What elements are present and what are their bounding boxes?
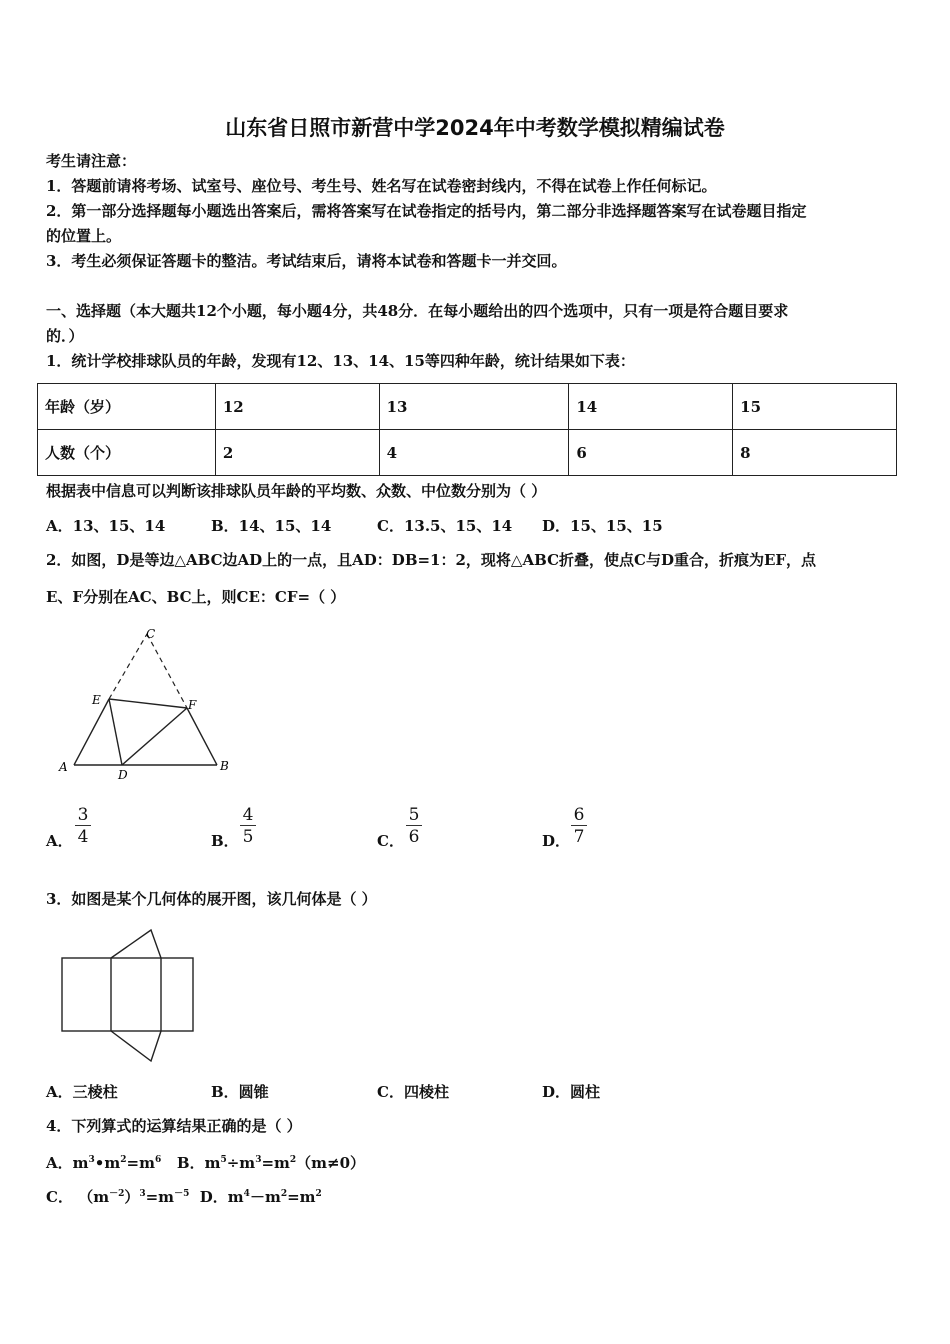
segment-ed bbox=[109, 699, 122, 765]
numerator: 6 bbox=[571, 805, 587, 826]
numerator: 3 bbox=[75, 805, 91, 826]
net-top-triangle bbox=[111, 930, 161, 958]
section-heading: 一、选择题（本大题共12个小题，每小题4分，共48分．在每小题给出的四个选项中，只有一项是符合题目要求 bbox=[46, 302, 789, 320]
q2-option-b-fraction bbox=[240, 805, 256, 848]
q2-option-c-letter: C． bbox=[377, 832, 404, 850]
table-row bbox=[38, 384, 897, 430]
label-a: A bbox=[59, 760, 68, 774]
q1-option-d: D．15、15、15 bbox=[542, 517, 663, 535]
q2-option-d-letter: D． bbox=[542, 832, 571, 850]
q2-triangle-figure bbox=[50, 620, 250, 790]
q1-option-a: A．13、15、14 bbox=[46, 517, 166, 535]
q3-net-figure bbox=[55, 925, 205, 1067]
numerator: 5 bbox=[406, 805, 422, 826]
q1-option-b: B．14、15、14 bbox=[211, 517, 332, 535]
label-e: E bbox=[92, 693, 101, 707]
q2-option-b-letter: B． bbox=[211, 832, 239, 850]
q4-stem: 4．下列算式的运算结果正确的是（ ） bbox=[46, 1117, 302, 1135]
label-b: B bbox=[220, 759, 229, 773]
q2-stem-line1: 2．如图，D是等边△ABC边AD上的一点，且AD：DB=1：2，现将△ABC折叠，使点C与D重合，折痕为EF，点 bbox=[46, 551, 817, 569]
q2-stem-line2: E、F分别在AC、BC上，则CE：CF=（ ） bbox=[46, 588, 346, 606]
fold-line-ef bbox=[109, 699, 187, 708]
numerator: 4 bbox=[240, 805, 256, 826]
page-title: 山东省日照市新营中学2024年中考数学模拟精编试卷 bbox=[225, 116, 725, 140]
notice-item-1: 1．答题前请将考场、试室号、座位号、考生号、姓名写在试卷密封线内，不得在试卷上作任何标记。 bbox=[46, 177, 717, 195]
table-cell: 15 bbox=[733, 384, 897, 430]
q3-option-d: D．圆柱 bbox=[542, 1083, 601, 1101]
denominator: 7 bbox=[573, 827, 585, 847]
table-row bbox=[38, 430, 897, 476]
notice-item-3: 3．考生必须保证答题卡的整洁。考试结束后，请将本试卷和答题卡一并交回。 bbox=[46, 252, 567, 270]
q2-option-d-fraction bbox=[571, 805, 587, 848]
table-cell: 8 bbox=[733, 430, 897, 476]
q1-stem: 1．统计学校排球队员的年龄，发现有12、13、14、15等四种年龄，统计结果如下表： bbox=[46, 352, 635, 370]
age-table bbox=[37, 383, 897, 476]
q4-option-c: C． $(m^{-2})^3=m^{-5}$ bbox=[46, 1188, 190, 1206]
dashed-ec bbox=[109, 634, 147, 699]
net-bottom-triangle bbox=[111, 1031, 161, 1061]
table-cell: 4 bbox=[379, 430, 569, 476]
segment-ae bbox=[74, 699, 109, 765]
table-cell: 14 bbox=[569, 384, 733, 430]
table-cell: 年龄（岁） bbox=[38, 384, 216, 430]
q1-question: 根据表中信息可以判断该排球队员年龄的平均数、众数、中位数分别为（ ） bbox=[46, 482, 547, 500]
table-cell: 6 bbox=[569, 430, 733, 476]
section-heading-cont: 的．） bbox=[46, 327, 84, 345]
q3-option-a: A．三棱柱 bbox=[46, 1083, 118, 1101]
label-c: C bbox=[146, 627, 156, 641]
q3-option-b: B．圆锥 bbox=[211, 1083, 269, 1101]
table-cell: 12 bbox=[215, 384, 379, 430]
q2-option-a-letter: A． bbox=[46, 832, 73, 850]
q4-options-row-2 bbox=[46, 1185, 322, 1206]
notice-item-2-cont: 的位置上。 bbox=[46, 227, 122, 245]
notice-item-2: 2．第一部分选择题每小题选出答案后，需将答案写在试卷指定的括号内，第二部分非选择题答案写在试卷题目指定 bbox=[46, 202, 807, 220]
denominator: 5 bbox=[242, 827, 254, 847]
net-rectangle bbox=[62, 958, 193, 1031]
q4-options-row-1 bbox=[46, 1151, 365, 1172]
segment-fd bbox=[122, 708, 187, 765]
table-cell: 2 bbox=[215, 430, 379, 476]
segment-fb bbox=[187, 708, 217, 765]
label-d: D bbox=[118, 768, 128, 782]
denominator: 4 bbox=[77, 827, 89, 847]
q4-option-b: B．$m^5\div m^3=m^2(m\ne 0)$ bbox=[176, 1154, 366, 1172]
q1-option-c: C．13.5、15、14 bbox=[377, 517, 513, 535]
label-f: F bbox=[188, 698, 197, 712]
table-cell: 人数（个） bbox=[38, 430, 216, 476]
q4-option-d: D．$m^4-m^2=m^2$ bbox=[199, 1188, 322, 1206]
dashed-cf bbox=[147, 634, 187, 708]
q2-option-a-fraction bbox=[75, 805, 91, 848]
q4-option-a: A．$m^3•m^2=m^6$ bbox=[46, 1154, 162, 1172]
table-cell: 13 bbox=[379, 384, 569, 430]
q2-option-c-fraction bbox=[406, 805, 422, 848]
q3-stem: 3．如图是某个几何体的展开图，该几何体是（ ） bbox=[46, 890, 377, 908]
denominator: 6 bbox=[408, 827, 420, 847]
q3-option-c: C．四棱柱 bbox=[377, 1083, 449, 1101]
notice-heading: 考生请注意： bbox=[46, 152, 137, 170]
